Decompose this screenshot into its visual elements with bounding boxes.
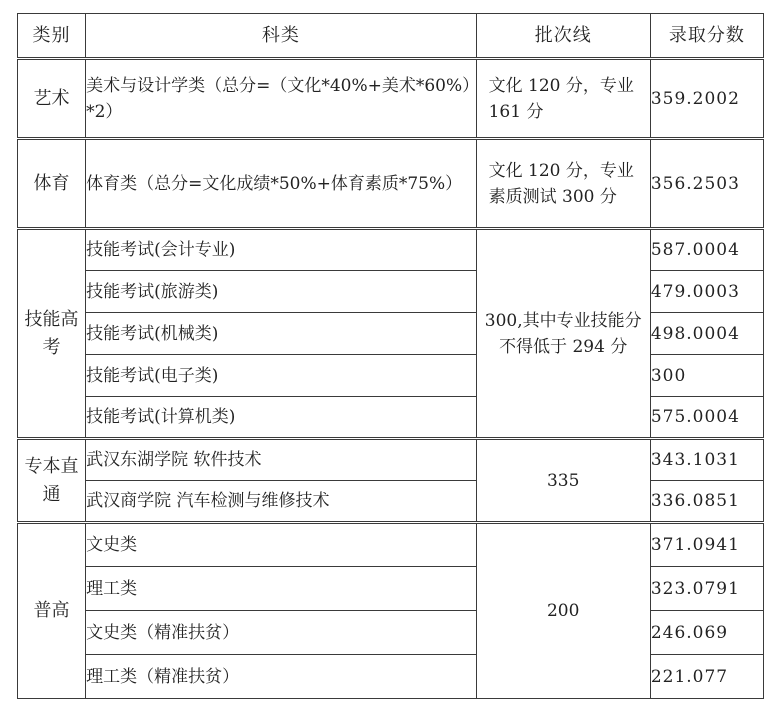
- group-direct: [18, 439, 764, 523]
- subject-cell: 文史类: [86, 523, 477, 567]
- score-cell: 343.1031: [650, 439, 763, 481]
- table-row: [18, 523, 764, 567]
- subject-cell: 体育类（总分=文化成绩*50%+体育素质*75%）: [86, 139, 477, 229]
- subject-cell: 技能考试(机械类): [86, 313, 477, 355]
- category-cell: 普高: [18, 523, 86, 699]
- score-cell: 498.0004: [650, 313, 763, 355]
- header-admission-score: 录取分数: [650, 14, 763, 59]
- score-cell: 587.0004: [650, 229, 763, 271]
- batch-line-cell: 300,其中专业技能分不得低于 294 分: [476, 229, 650, 439]
- table-row: [18, 59, 764, 139]
- table-row: [18, 229, 764, 271]
- score-cell: 300: [650, 355, 763, 397]
- score-cell: 221.077: [650, 655, 763, 699]
- table-row: [18, 439, 764, 481]
- score-cell: 359.2002: [650, 59, 763, 139]
- subject-cell: 理工类: [86, 567, 477, 611]
- score-cell: 479.0003: [650, 271, 763, 313]
- header-category: 类别: [18, 14, 86, 59]
- subject-cell: 文史类（精准扶贫）: [86, 611, 477, 655]
- table-row: [18, 397, 764, 439]
- batch-line-cell: 文化 120 分，专业 161 分: [476, 59, 650, 139]
- header-row: [18, 14, 764, 59]
- table-row: [18, 611, 764, 655]
- score-cell: 336.0851: [650, 481, 763, 523]
- category-cell: 艺术: [18, 59, 86, 139]
- table-row: [18, 313, 764, 355]
- subject-cell: 技能考试(计算机类): [86, 397, 477, 439]
- batch-line-cell: 200: [476, 523, 650, 699]
- table-row: [18, 655, 764, 699]
- subject-cell: 技能考试(旅游类): [86, 271, 477, 313]
- table-row: [18, 481, 764, 523]
- table-row: [18, 139, 764, 229]
- batch-line-cell: 335: [476, 439, 650, 523]
- group-general: [18, 523, 764, 699]
- category-cell: 体育: [18, 139, 86, 229]
- table-row: [18, 567, 764, 611]
- batch-line-cell: 文化 120 分，专业素质测试 300 分: [476, 139, 650, 229]
- subject-cell: 武汉东湖学院 软件技术: [86, 439, 477, 481]
- group-art: [18, 59, 764, 139]
- score-cell: 575.0004: [650, 397, 763, 439]
- subject-cell: 美术与设计学类（总分=（文化*40%+美术*60%）*2）: [86, 59, 477, 139]
- score-cell: 371.0941: [650, 523, 763, 567]
- category-cell: 技能高考: [18, 229, 86, 439]
- admission-score-table: [17, 13, 764, 699]
- score-cell: 246.069: [650, 611, 763, 655]
- subject-cell: 技能考试(会计专业): [86, 229, 477, 271]
- subject-cell: 理工类（精准扶贫）: [86, 655, 477, 699]
- subject-cell: 技能考试(电子类): [86, 355, 477, 397]
- category-cell: 专本直通: [18, 439, 86, 523]
- table-row: [18, 271, 764, 313]
- header-batch-line: 批次线: [476, 14, 650, 59]
- subject-cell: 武汉商学院 汽车检测与维修技术: [86, 481, 477, 523]
- table-row: [18, 355, 764, 397]
- score-cell: 356.2503: [650, 139, 763, 229]
- score-cell: 323.0791: [650, 567, 763, 611]
- group-skills: [18, 229, 764, 439]
- header-subject: 科类: [86, 14, 477, 59]
- group-pe: [18, 139, 764, 229]
